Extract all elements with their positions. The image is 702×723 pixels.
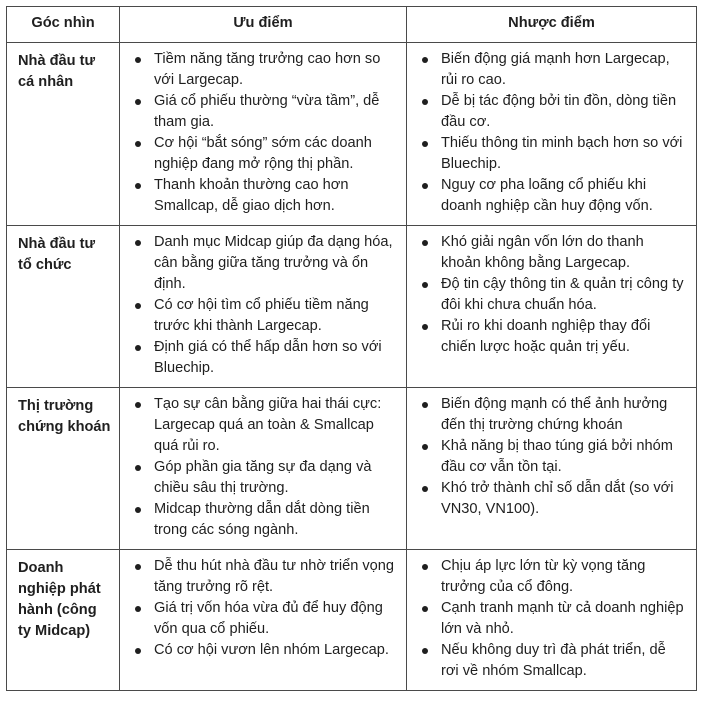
table-row bbox=[7, 550, 697, 691]
comparison-table-container bbox=[6, 6, 696, 691]
list-item: Định giá có thể hấp dẫn hơn so với Bluechip. bbox=[128, 337, 396, 379]
header-disadvantages: Nhược điểm bbox=[407, 7, 697, 43]
list-item: Nếu không duy trì đà phát triển, dễ rơi về nhóm Smallcap. bbox=[415, 640, 686, 682]
disadvantages-cell bbox=[407, 226, 697, 388]
disadvantages-list bbox=[415, 49, 686, 217]
advantages-list bbox=[128, 49, 396, 217]
disadvantages-cell bbox=[407, 388, 697, 550]
disadvantages-cell bbox=[407, 43, 697, 226]
list-item: Thiếu thông tin minh bạch hơn so với Bluechip. bbox=[415, 133, 686, 175]
list-item: Thanh khoản thường cao hơn Smallcap, dễ giao dịch hơn. bbox=[128, 175, 396, 217]
advantages-cell bbox=[120, 226, 407, 388]
advantages-list bbox=[128, 556, 396, 661]
list-item: Có cơ hội vươn lên nhóm Largecap. bbox=[128, 640, 396, 661]
table-row bbox=[7, 226, 697, 388]
list-item: Rủi ro khi doanh nghiệp thay đổi chiến lược hoặc quản trị yếu. bbox=[415, 316, 686, 358]
comparison-table bbox=[6, 6, 697, 691]
list-item: Khó giải ngân vốn lớn do thanh khoản không bằng Largecap. bbox=[415, 232, 686, 274]
list-item: Góp phần gia tăng sự đa dạng và chiều sâu thị trường. bbox=[128, 457, 396, 499]
table-row bbox=[7, 388, 697, 550]
list-item: Giá cổ phiếu thường “vừa tầm”, dễ tham gia. bbox=[128, 91, 396, 133]
disadvantages-list bbox=[415, 394, 686, 520]
list-item: Midcap thường dẫn dắt dòng tiền trong các sóng ngành. bbox=[128, 499, 396, 541]
list-item: Tạo sự cân bằng giữa hai thái cực: Largecap quá an toàn & Smallcap quá rủi ro. bbox=[128, 394, 396, 457]
list-item: Có cơ hội tìm cổ phiếu tiềm năng trước khi thành Largecap. bbox=[128, 295, 396, 337]
disadvantages-cell bbox=[407, 550, 697, 691]
advantages-cell bbox=[120, 388, 407, 550]
header-advantages: Ưu điểm bbox=[120, 7, 407, 43]
list-item: Dễ thu hút nhà đầu tư nhờ triển vọng tăng trưởng rõ rệt. bbox=[128, 556, 396, 598]
list-item: Biến động giá mạnh hơn Largecap, rủi ro cao. bbox=[415, 49, 686, 91]
list-item: Biến động mạnh có thể ảnh hưởng đến thị trường chứng khoán bbox=[415, 394, 686, 436]
table-row bbox=[7, 43, 697, 226]
row-aspect-label: Thị trường chứng khoán bbox=[7, 388, 120, 550]
list-item: Độ tin cậy thông tin & quản trị công ty đôi khi chưa chuẩn hóa. bbox=[415, 274, 686, 316]
row-aspect-label: Nhà đầu tư tổ chức bbox=[7, 226, 120, 388]
advantages-cell bbox=[120, 550, 407, 691]
list-item: Giá trị vốn hóa vừa đủ để huy động vốn qua cổ phiếu. bbox=[128, 598, 396, 640]
disadvantages-list bbox=[415, 232, 686, 358]
row-aspect-label: Nhà đầu tư cá nhân bbox=[7, 43, 120, 226]
table-header-row bbox=[7, 7, 697, 43]
header-perspective: Góc nhìn bbox=[7, 7, 120, 43]
advantages-list bbox=[128, 394, 396, 541]
advantages-list bbox=[128, 232, 396, 379]
list-item: Khó trở thành chỉ số dẫn dắt (so với VN30, VN100). bbox=[415, 478, 686, 520]
list-item: Chịu áp lực lớn từ kỳ vọng tăng trưởng của cổ đông. bbox=[415, 556, 686, 598]
disadvantages-list bbox=[415, 556, 686, 682]
list-item: Khả năng bị thao túng giá bởi nhóm đầu cơ vẫn tồn tại. bbox=[415, 436, 686, 478]
row-aspect-label: Doanh nghiệp phát hành (công ty Midcap) bbox=[7, 550, 120, 691]
list-item: Nguy cơ pha loãng cổ phiếu khi doanh nghiệp cần huy động vốn. bbox=[415, 175, 686, 217]
list-item: Dễ bị tác động bởi tin đồn, dòng tiền đầu cơ. bbox=[415, 91, 686, 133]
list-item: Tiềm năng tăng trưởng cao hơn so với Largecap. bbox=[128, 49, 396, 91]
advantages-cell bbox=[120, 43, 407, 226]
list-item: Cơ hội “bắt sóng” sớm các doanh nghiệp đang mở rộng thị phần. bbox=[128, 133, 396, 175]
list-item: Cạnh tranh mạnh từ cả doanh nghiệp lớn và nhỏ. bbox=[415, 598, 686, 640]
list-item: Danh mục Midcap giúp đa dạng hóa, cân bằng giữa tăng trưởng và ổn định. bbox=[128, 232, 396, 295]
